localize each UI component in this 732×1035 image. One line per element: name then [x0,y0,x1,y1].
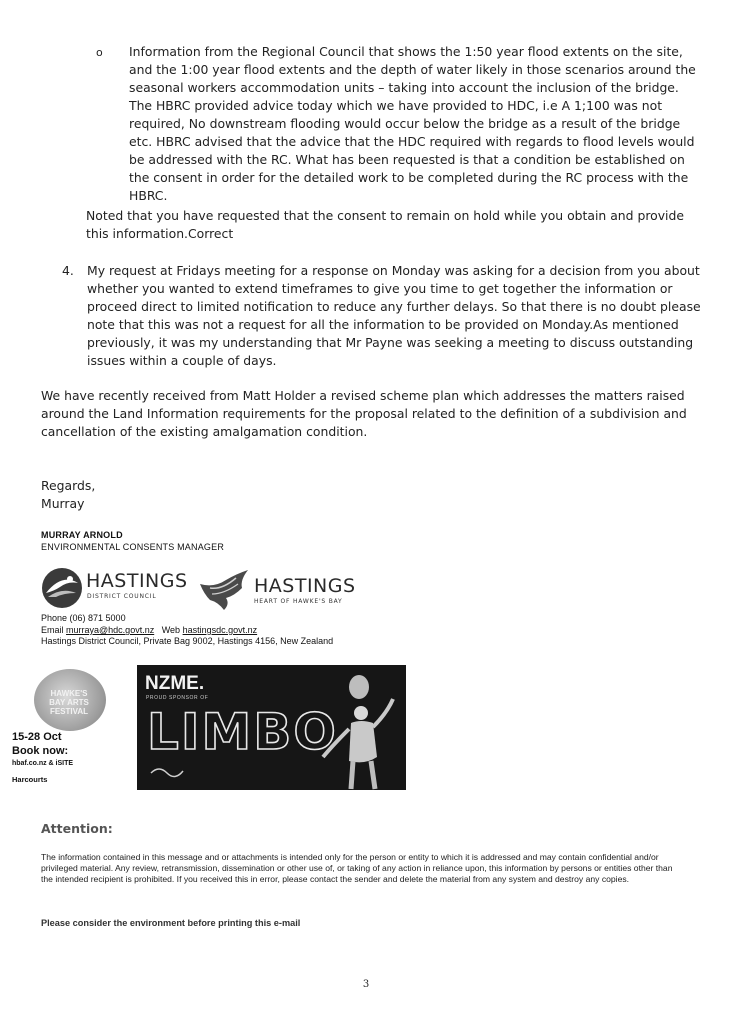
limbo-banner-art [137,665,406,790]
hdc-logo-name: HASTINGS [86,570,188,592]
bullet-item [96,43,704,205]
arts-festival-banner[interactable] [34,665,124,795]
hastings-heart-name: HASTINGS [254,575,356,597]
numbered-item-4 [62,262,702,370]
bullet-text: Information from the Regional Council that shows the 1:50 year flood extents on the site, and the 1:00 year flood extents and the depth of water likely in those scenarios around the seasonal workers accommodation units – taking into account the inclusion of the bridge. The HBRC provided advice today which we have provided to HDC, i.e A 1;100 was not required, No downstream flooding would occur below the bridge as a result of the bridge etc. HBRC advised that the advice that the HDC required with regards to flood levels would be addressed with the RC. What has been requested is that a condition be established on the consent in order for the detailed work to be completed during the RC process with the HBRC. [129,44,696,203]
hdc-emblem-icon [42,568,82,608]
closing [41,477,241,513]
body-paragraph: We have recently received from Matt Holder a revised scheme plan which addresses the matters raised around the Land Information requirements for the proposal related to the definition of a subdivision and cancellation of the existing amalgamation condition. [41,388,687,439]
contact-address: Hastings District Council, Private Bag 9002, Hastings 4156, New Zealand [41,636,334,646]
nzme-brand: NZME. [145,673,205,694]
item-number: 4. [62,263,74,278]
festival-circle-text: HAWKE'S BAY ARTS FESTIVAL [49,689,89,716]
festival-sponsor: Harcourts [12,775,48,784]
nzme-sub: PROUD SPONSOR OF [146,695,209,701]
limbo-banner[interactable] [137,665,406,790]
web-label: Web [161,625,181,635]
item-text: My request at Fridays meeting for a response on Monday was asking for a decision from you about whether you wanted to extend timeframes to give you time to get together the information or proceed direct to limited notification to reduce any further delays. So that there is no doubt please note that this was not a request for all the information to be provided on Monday.As mentioned previously, it was my understanding that Mr Payne was seeking a meeting to discuss outstanding issues within a couple of days. [87,263,701,368]
regards-text: Regards, [41,478,96,493]
environment-note: Please consider the environment before printing this e-mail [41,918,301,928]
festival-emblem [34,669,106,731]
attention-heading: Attention: [41,821,113,836]
signature-title: ENVIRONMENTAL CONSENTS MANAGER [41,542,225,552]
hdc-logo-sub: DISTRICT COUNCIL [87,593,157,600]
web-link[interactable]: hastingsdc.govt.nz [182,625,258,635]
email-link[interactable]: murraya@hdc.govt.nz [66,625,155,635]
festival-book: Book now: [12,745,69,757]
festival-url: hbaf.co.nz & iSITE [12,760,74,767]
email-label: Email [41,625,64,635]
page-number: 3 [362,979,370,990]
hastings-heart-sub: HEART OF HAWKE'S BAY [254,598,343,605]
noted-line: Noted that you have requested that the consent to remain on hold while you obtain and provide this information.Correct [86,208,684,241]
festival-dates: 15-28 Oct [12,731,62,743]
bullet-marker: o [96,46,103,59]
contact-phone: Phone (06) 871 5000 [41,613,126,623]
signature-name: MURRAY ARNOLD [41,530,123,540]
limbo-title: LIMBO [147,703,338,761]
contact-email-web [41,625,257,636]
hdc-logo [40,565,200,611]
bird-wing-icon [200,570,248,610]
disclaimer-text: The information contained in this message and or attachments is intended only for the person or entity to which it is addressed and may contain confidential and/or privileged material. Any review, retransmission, dissemination or other use of, or taking of any action in reliance upon, this information by persons or entities other than the intended recipient is prohibited. If you received this in error, please contact the sender and delete the material from any system and destroy any copies. [41,852,673,884]
sender-name: Murray [41,496,85,511]
hastings-heart-logo [196,566,366,612]
